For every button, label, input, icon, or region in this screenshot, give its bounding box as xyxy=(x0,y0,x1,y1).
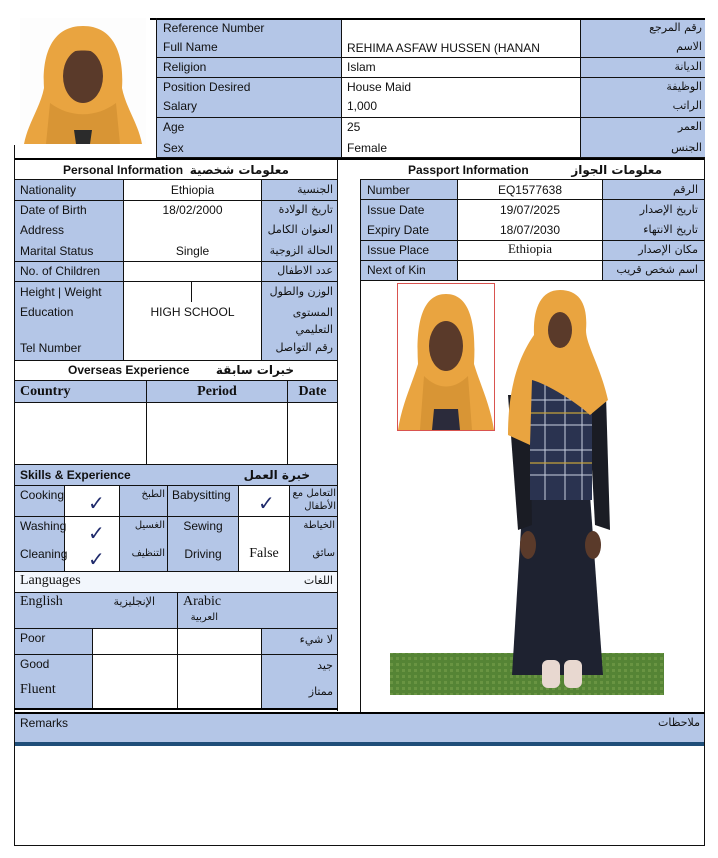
personal-rule xyxy=(14,281,337,282)
personal-info-title-en: Personal Information xyxy=(63,163,184,177)
skill-babysitting-arabic: التعامل مع الأطفال xyxy=(292,488,336,512)
passport-number-arabic: الرقم xyxy=(672,183,698,196)
language-arabic-ar: العربية xyxy=(190,612,218,623)
passport-info-title: Passport Information xyxy=(408,163,529,177)
skill-cleaning-label: Cleaning xyxy=(20,547,68,561)
personal-divider xyxy=(261,180,262,360)
dob-value: 18/02/2000 xyxy=(162,203,223,217)
passport-rule xyxy=(360,280,705,281)
age-arabic: العمر xyxy=(677,120,702,133)
reference-number-label: Reference Number xyxy=(163,21,265,35)
salary-value: 1,000 xyxy=(347,99,378,113)
skill-washing-arabic: الغسيل xyxy=(134,520,165,531)
full-body-photo-image xyxy=(390,285,664,695)
age-value: 25 xyxy=(347,120,361,134)
language-level-good: Good xyxy=(20,657,50,671)
expiry-date-value: 18/07/2030 xyxy=(499,223,561,237)
religion-value: Islam xyxy=(347,60,376,74)
skills-title-ar: خبرة العمل xyxy=(243,468,310,482)
passport-rule xyxy=(360,260,705,261)
left-panel-right-border xyxy=(337,160,338,711)
remarks-value xyxy=(15,747,704,845)
passport-rule xyxy=(360,199,705,200)
religion-label: Religion xyxy=(163,60,207,74)
remarks-label-ar: ملاحظات xyxy=(658,716,700,729)
salary-label: Salary xyxy=(163,99,198,113)
portrait-photo xyxy=(20,18,146,144)
skill-sewing-label: Sewing xyxy=(183,519,223,533)
header-divider-2 xyxy=(580,20,581,158)
language-arabic: Arabic xyxy=(183,594,222,609)
portrait-image xyxy=(20,18,146,144)
full-name-value: REHIMA ASFAW HUSSEN (HANAN xyxy=(347,41,540,55)
position-arabic: الوظيفة xyxy=(666,80,702,93)
education-label: Education xyxy=(20,305,74,319)
skill-cooking-check-icon: ✓ xyxy=(88,493,105,515)
header-rule xyxy=(157,117,705,118)
education-value: HIGH SCHOOL xyxy=(150,305,235,319)
language-level-fluent-ar: ممتاز xyxy=(308,685,333,698)
education-arabic: المستوى التعليمي xyxy=(292,306,333,336)
overseas-title: Overseas Experience xyxy=(68,363,190,377)
issue-place-arabic: مكان الإصدار xyxy=(638,243,698,256)
marital-status-value: Single xyxy=(175,244,210,258)
height-weight-divider xyxy=(191,282,192,302)
skill-driving-arabic: سائق xyxy=(312,548,335,559)
languages-title: Languages xyxy=(20,573,81,588)
sex-arabic: الجنس xyxy=(671,141,702,154)
overseas-col-period: Period xyxy=(197,384,237,399)
issue-date-label: Issue Date xyxy=(367,203,425,217)
children-label: No. of Children xyxy=(20,264,101,278)
skill-babysitting-label: Babysitting xyxy=(172,488,231,502)
language-level-poor: Poor xyxy=(20,631,46,645)
expiry-date-label: Expiry Date xyxy=(367,223,430,237)
remarks-label: Remarks xyxy=(20,716,69,730)
skill-cleaning-arabic: التنظيف xyxy=(131,548,165,559)
overseas-col-country: Country xyxy=(20,384,71,399)
nationality-label: Nationality xyxy=(20,183,77,197)
passport-info-title-ar: معلومات الجواز xyxy=(571,163,662,177)
languages-title-ar: اللغات xyxy=(303,574,333,587)
issue-date-arabic: تاريخ الإصدار xyxy=(639,203,698,216)
height-weight-label: Height | Weight xyxy=(20,285,102,299)
dob-label: Date of Birth xyxy=(20,203,87,217)
personal-info-title-ar: معلومات شخصية xyxy=(189,163,289,177)
issue-place-label: Issue Place xyxy=(367,243,430,257)
age-label: Age xyxy=(163,120,185,134)
address-label: Address xyxy=(20,223,65,237)
address-arabic: العنوان الكامل xyxy=(267,223,333,236)
religion-arabic: الديانة xyxy=(674,60,702,73)
personal-info-title xyxy=(15,162,337,178)
tel-number-label: Tel Number xyxy=(20,341,82,355)
full-name-label: Full Name xyxy=(163,40,218,54)
overseas-rule xyxy=(14,402,337,403)
remarks-header xyxy=(15,714,704,742)
languages-bottom-border xyxy=(14,708,338,710)
position-label: Position Desired xyxy=(163,80,251,94)
skills-title: Skills & Experience xyxy=(20,468,131,482)
personal-rule xyxy=(14,200,337,201)
personal-rule xyxy=(14,261,337,262)
skills-divider xyxy=(119,486,120,571)
overseas-col-date: Date xyxy=(298,384,327,399)
reference-number-arabic: رقم المرجع xyxy=(649,21,702,34)
body-bottom-border xyxy=(14,845,705,846)
skills-rule xyxy=(14,516,337,517)
full-name-arabic: الاسم xyxy=(676,40,702,53)
body-top-border xyxy=(14,158,705,160)
skill-washing-label: Washing xyxy=(20,519,67,533)
marital-status-label: Marital Status xyxy=(20,244,94,258)
language-level-poor-ar: لا شيء xyxy=(299,633,333,646)
next-of-kin-arabic: اسم شخص قريب xyxy=(616,263,698,276)
skill-driving-label: Driving xyxy=(184,547,222,561)
skill-sewing-arabic: الخياطة xyxy=(303,520,335,531)
position-value: House Maid xyxy=(347,80,412,94)
children-arabic: عدد الاطفال xyxy=(277,264,333,277)
header-rule xyxy=(157,57,705,58)
language-level-good-ar: جيد xyxy=(317,659,333,672)
remarks-rule xyxy=(15,742,704,746)
expiry-date-arabic: تاريخ الانتهاء xyxy=(643,223,698,236)
salary-arabic: الراتب xyxy=(672,99,702,112)
full-body-photo xyxy=(390,285,664,695)
marital-status-arabic: الحالة الزوجية xyxy=(269,244,333,257)
languages-divider xyxy=(261,629,262,709)
header-rule xyxy=(157,77,705,78)
height-weight-arabic: الوزن والطول xyxy=(269,285,333,298)
passport-number-value: EQ1577638 xyxy=(497,183,563,197)
skill-cleaning-check-icon: ✓ xyxy=(88,549,105,571)
body-right-border xyxy=(704,158,705,846)
next-of-kin-label: Next of Kin xyxy=(367,263,426,277)
skill-driving-value: False xyxy=(249,546,279,561)
skill-washing-check-icon: ✓ xyxy=(88,523,105,545)
language-level-fluent: Fluent xyxy=(20,682,56,697)
issue-place-value: Ethiopia xyxy=(507,241,553,256)
nationality-arabic: الجنسية xyxy=(297,183,333,196)
nationality-value: Ethiopia xyxy=(170,183,215,197)
sex-label: Sex xyxy=(163,141,184,155)
personal-rule xyxy=(14,360,337,361)
language-english-ar: الإنجليزية xyxy=(113,595,155,608)
passport-number-label: Number xyxy=(367,183,410,197)
languages-divider xyxy=(177,593,178,709)
languages-rule xyxy=(14,654,337,655)
passport-divider xyxy=(602,180,603,280)
header-divider-1 xyxy=(341,20,342,158)
dob-arabic: تاريخ الولادة xyxy=(278,203,333,216)
skills-divider xyxy=(289,486,290,571)
skill-cooking-arabic: الطبخ xyxy=(141,489,165,500)
overseas-title-ar: خبرات سابقة xyxy=(215,363,294,377)
skill-babysitting-check-icon: ✓ xyxy=(258,493,275,515)
language-english: English xyxy=(20,594,63,609)
languages-divider xyxy=(92,629,93,709)
skill-cooking-label: Cooking xyxy=(20,488,65,502)
tel-number-arabic: رقم التواصل xyxy=(275,341,333,354)
issue-date-value: 19/07/2025 xyxy=(499,203,561,217)
languages-subheader xyxy=(15,593,337,628)
sex-value: Female xyxy=(347,141,388,155)
